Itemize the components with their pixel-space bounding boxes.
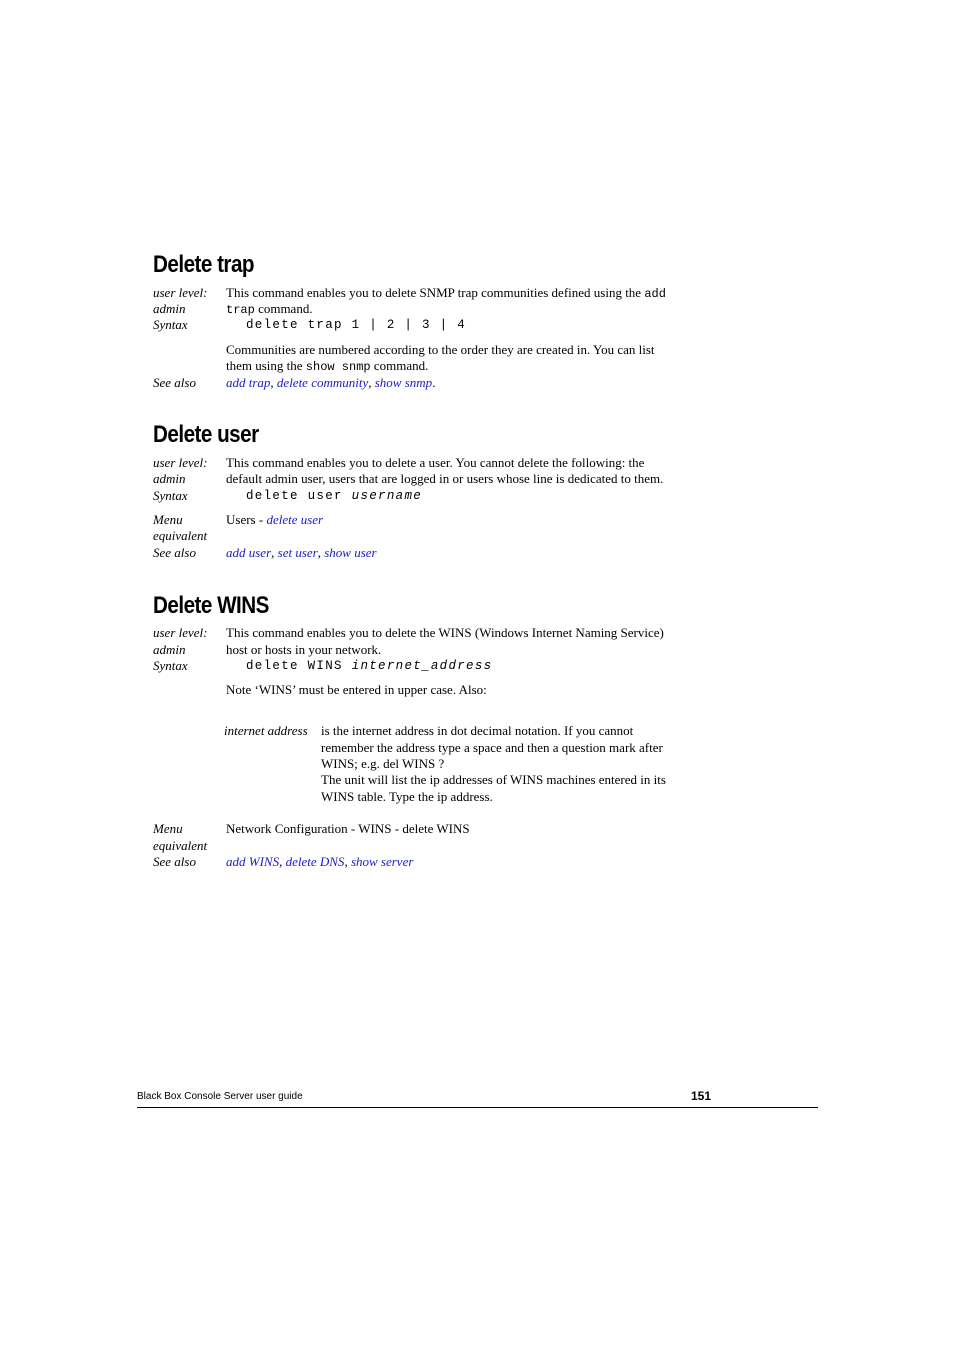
syntax-command [246, 489, 422, 503]
section-title-delete-trap: Delete trap [153, 251, 255, 278]
syntax-keyword: delete user [246, 489, 343, 503]
note-upper-case: Note ‘WINS’ must be entered in upper case. Also: [226, 682, 487, 697]
link-add-trap[interactable]: add trap [226, 375, 271, 390]
parameter-desc-line-1: is the internet address in dot decimal notation. If you cannot [321, 723, 634, 738]
label-user-level: user level: [153, 285, 208, 300]
link-delete-user[interactable]: delete user [266, 512, 324, 527]
label-menu: Menu [153, 821, 183, 836]
description-line-1 [226, 285, 666, 303]
description-line-2: default admin user, users that are logged in or users whose line is dedicated to them. [226, 471, 664, 486]
menu-path: Users - [226, 512, 264, 527]
label-user-level: user level: [153, 455, 208, 470]
section-title-delete-user: Delete user [153, 421, 259, 448]
inline-code: add [644, 287, 666, 301]
description-text: command. [258, 301, 313, 316]
parameter-name: internet address [224, 723, 308, 738]
inline-code: trap [226, 303, 255, 317]
link-show-user[interactable]: show user [324, 545, 377, 560]
description-text: This command enables you to delete SNMP trap communities defined using the [226, 285, 642, 300]
label-equivalent: equivalent [153, 528, 208, 543]
separator: , [270, 375, 274, 390]
link-set-user[interactable]: set user [277, 545, 318, 560]
footer-rule [137, 1107, 818, 1108]
inline-code: show snmp [305, 360, 371, 374]
separator: , [317, 545, 321, 560]
link-delete-dns[interactable]: delete DNS [285, 854, 345, 869]
syntax-command: delete trap 1 | 2 | 3 | 4 [246, 318, 467, 332]
separator: . [432, 375, 436, 390]
label-menu: Menu [153, 512, 183, 527]
section-title-delete-wins: Delete WINS [153, 592, 269, 619]
parameter-desc-line-2: remember the address type a space and then a question mark after [321, 740, 663, 755]
label-syntax: Syntax [153, 488, 188, 503]
link-delete-community[interactable]: delete community [276, 375, 369, 390]
parameter-desc-line-3: WINS; e.g. del WINS ? [321, 756, 445, 771]
label-see-also: See also [153, 375, 196, 390]
parameter-desc-line-4: The unit will list the ip addresses of WINS machines entered in its [321, 772, 666, 787]
see-also-links [226, 375, 435, 392]
label-admin: admin [153, 301, 186, 316]
separator: , [368, 375, 372, 390]
separator: , [271, 545, 275, 560]
menu-equivalent [226, 512, 323, 529]
syntax-keyword: delete WINS [246, 659, 343, 673]
label-user-level: user level: [153, 625, 208, 640]
note-line-1: Communities are numbered according to the order they are created in. You can list [226, 342, 655, 357]
page-number: 151 [691, 1089, 712, 1103]
link-show-snmp[interactable]: show snmp [374, 375, 433, 390]
syntax-command [246, 659, 492, 673]
link-show-server[interactable]: show server [350, 854, 414, 869]
see-also-links [226, 545, 377, 562]
label-admin: admin [153, 642, 186, 657]
description-line-2 [226, 301, 313, 319]
description-line-1: This command enables you to delete a user. You cannot delete the following: the [226, 455, 645, 470]
see-also-links [226, 854, 413, 871]
separator: , [279, 854, 283, 869]
link-add-wins[interactable]: add WINS [226, 854, 280, 869]
footer-guide-title: Black Box Console Server user guide [137, 1091, 303, 1102]
menu-equivalent: Network Configuration - WINS - delete WINS [226, 821, 470, 836]
label-admin: admin [153, 471, 186, 486]
label-see-also: See also [153, 854, 196, 869]
note-text: command. [373, 358, 429, 373]
label-see-also: See also [153, 545, 196, 560]
label-syntax: Syntax [153, 658, 188, 673]
parameter-desc-line-5: WINS table. Type the ip address. [321, 789, 493, 804]
label-equivalent: equivalent [153, 838, 208, 853]
syntax-argument: username [351, 489, 423, 503]
syntax-argument: internet_address [351, 659, 493, 673]
note-text: them using the [226, 358, 303, 373]
label-syntax: Syntax [153, 317, 188, 332]
description-line-2: host or hosts in your network. [226, 642, 382, 657]
description-line-1: This command enables you to delete the WINS (Windows Internet Naming Service) [226, 625, 664, 640]
link-add-user[interactable]: add user [226, 545, 272, 560]
note-line-2 [226, 358, 428, 376]
separator: , [344, 854, 348, 869]
